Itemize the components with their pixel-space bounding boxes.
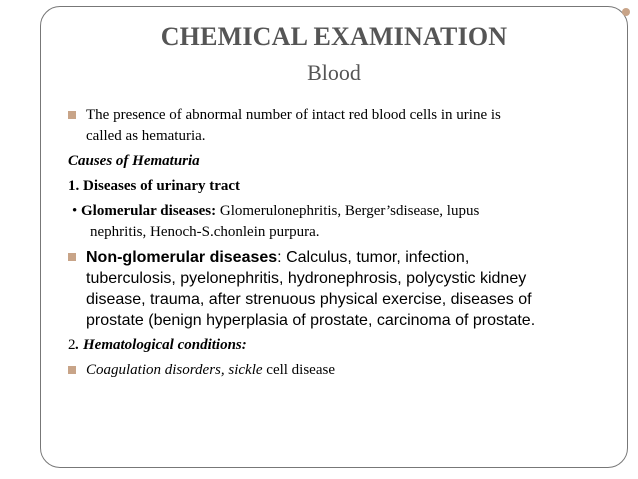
intro-text — [86, 105, 501, 147]
nonglomerular-line-4: prostate (benign hyperplasia of prostate, carcinoma of prostate. — [86, 312, 536, 329]
coagulation-bullet — [70, 360, 620, 381]
causes-heading: Causes of Hematuria — [68, 153, 200, 169]
section2-label: . Hematological conditions: — [75, 337, 247, 353]
nonglomerular-line-2: tuberculosis, pyelonephritis, hydronephrosis, polycystic kidney — [86, 270, 527, 287]
slide-subtitle: Blood — [307, 60, 361, 85]
intro-line-2: called as hematuria. — [86, 128, 206, 144]
coagulation-rest: cell disease — [262, 362, 335, 378]
nonglomerular-line-3: disease, trauma, after strenuous physical exercise, diseases of — [86, 291, 532, 308]
glomerular-text-1: Glomerulonephritis, Berger’sdisease, lupus — [216, 203, 480, 219]
coagulation-text — [86, 360, 335, 381]
nonglomerular-line-1: : Calculus, tumor, infection, — [277, 249, 470, 266]
intro-bullet — [70, 105, 620, 147]
section2-number: 2 — [68, 337, 76, 353]
nonglomerular-text — [86, 247, 535, 331]
square-bullet-icon — [68, 253, 76, 261]
square-bullet-icon — [68, 111, 76, 119]
section2-heading — [68, 335, 620, 356]
glomerular-item — [72, 201, 620, 243]
glomerular-text-2: nephritis, Henoch-S.chonlein purpura. — [90, 224, 320, 240]
nonglomerular-bullet — [70, 247, 620, 331]
section1-heading: 1. Diseases of urinary tract — [68, 178, 241, 194]
square-bullet-icon — [68, 366, 76, 374]
intro-line-1: The presence of abnormal number of intact red blood cells in urine is — [86, 107, 501, 123]
coagulation-italic: Coagulation disorders, sickle — [86, 362, 263, 378]
slide-title: CHEMICAL EXAMINATION — [160, 22, 508, 51]
slide-content — [70, 105, 620, 381]
nonglomerular-label: Non-glomerular diseases — [86, 249, 278, 266]
corner-dot — [622, 8, 630, 16]
glomerular-label: Glomerular diseases: — [81, 203, 217, 219]
dot-bullet-icon: • — [72, 203, 78, 219]
